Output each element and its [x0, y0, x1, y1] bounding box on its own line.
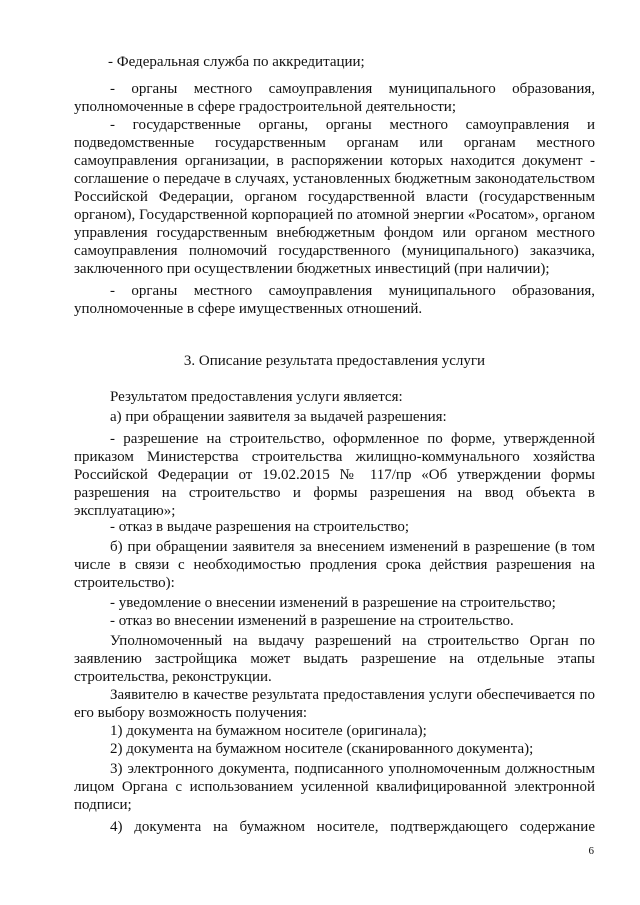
paragraph-result-intro: Результатом предоставления услуги является: [110, 389, 403, 405]
paragraph-case-a: а) при обращении заявителя за выдачей разрешения: [110, 409, 447, 425]
paragraph-construction-permit: - разрешение на строительство, оформленное по форме, утвержденной приказом Министерства строительства жилищно-коммунального хозяйства Российской Федерации от 19.02.2015 № 117/пр «Об утверждении формы разрешения на строительство и формы разрешения на ввод объекта в эксплуатацию»; [74, 431, 595, 519]
paragraph-local-authorities-urban-planning: - органы местного самоуправления муниципального образования, уполномоченные в сфере градостроительной деятельности; [74, 81, 595, 115]
paragraph-case-b: б) при обращении заявителя за внесением изменений в разрешение (в том числе в связи с необходимостью продления срока действия разрешения на строительство): [74, 539, 595, 591]
page-number: 6 [588, 845, 594, 857]
paragraph-refusal-permit: - отказ в выдаче разрешения на строительство; [110, 519, 410, 535]
paragraph-authorized-body: Уполномоченный на выдачу разрешений на строительство Орган по заявлению застройщика может выдать разрешение на отдельные этапы строительства, реконструкции. [74, 633, 595, 685]
paragraph-accreditation-service: - Федеральная служба по аккредитации; [108, 54, 365, 70]
list-item-1: 1) документа на бумажном носителе (оригинала); [110, 723, 427, 739]
paragraph-notice-changes: - уведомление о внесении изменений в разрешение на строительство; [110, 595, 556, 611]
list-item-3: 3) электронного документа, подписанного уполномоченным должностным лицом Органа с использованием усиленной квалифицированной электронной подписи; [74, 761, 595, 813]
paragraph-refusal-changes: - отказ во внесении изменений в разрешение на строительство. [110, 613, 514, 629]
section-heading: 3. Описание результата предоставления услуги [183, 353, 486, 369]
paragraph-state-bodies: - государственные органы, органы местного самоуправления и подведомственные государственным органам или органам местного самоуправления организации, в распоряжении которых находится документ - соглашение о передаче в случаях, установленных бюджетным законодательством Российской Федерации, органом государственной власти (государственным органом), Государственной корпорацией по атомной энергии «Росатом», органом управления государственным внебюджетным фондом или органом местного самоуправления полномочий государственного (муниципального) заказчика, заключенного при осуществлении бюджетных инвестиций (при наличии); [74, 117, 595, 277]
paragraph-local-authorities-property: - органы местного самоуправления муниципального образования, уполномоченные в сфере имущественных отношений. [74, 283, 595, 317]
list-item-2: 2) документа на бумажном носителе (сканированного документа); [110, 741, 534, 757]
paragraph-applicant-choice: Заявителю в качестве результата предоставления услуги обеспечивается по его выбору возможность получения: [74, 687, 595, 721]
list-item-4: 4) документа на бумажном носителе, подтверждающего содержание [110, 819, 595, 835]
